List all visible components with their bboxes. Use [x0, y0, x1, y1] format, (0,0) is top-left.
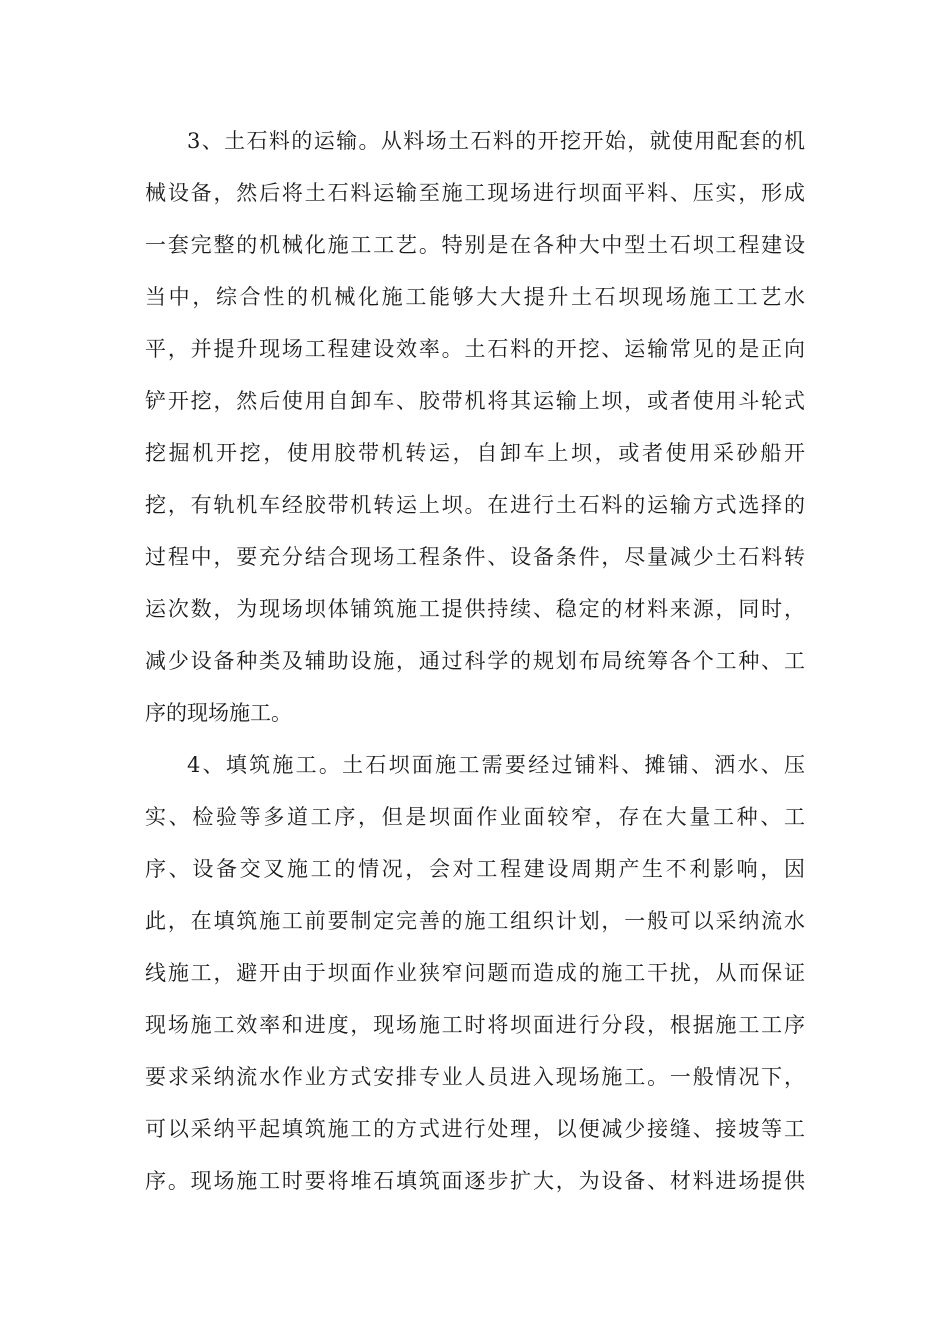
- text-line: 挖掘机开挖，使用胶带机转运，自卸车上坝，或者使用采砂船开: [145, 441, 805, 465]
- text-line: 此，在填筑施工前要制定完善的施工组织计划，一般可以采纳流水: [145, 909, 805, 933]
- text-line: 一套完整的机械化施工工艺。特别是在各种大中型土石坝工程建设: [145, 233, 805, 257]
- text-line: 挖，有轨机车经胶带机转运上坝。在进行土石料的运输方式选择的: [145, 493, 805, 517]
- text-line: 平，并提升现场工程建设效率。土石料的开挖、运输常见的是正向: [145, 337, 805, 361]
- text-line: 线施工，避开由于坝面作业狭窄问题而造成的施工干扰，从而保证: [145, 961, 805, 985]
- text-line: 械设备，然后将土石料运输至施工现场进行坝面平料、压实，形成: [145, 181, 805, 205]
- body-text: [145, 115, 805, 1207]
- text-line: 过程中，要充分结合现场工程条件、设备条件，尽量减少土石料转: [145, 545, 805, 569]
- text-line: 当中，综合性的机械化施工能够大大提升土石坝现场施工工艺水: [145, 285, 805, 309]
- text-line: 可以采纳平起填筑施工的方式进行处理，以便减少接缝、接坡等工: [145, 1117, 805, 1141]
- text-line: 3、土石料的运输。从料场土石料的开挖开始，就使用配套的机: [187, 129, 805, 153]
- text-line: 运次数，为现场坝体铺筑施工提供持续、稳定的材料来源，同时，: [145, 597, 805, 621]
- text-line: 序的现场施工。: [145, 701, 292, 725]
- paragraph-filling: [145, 739, 805, 1207]
- text-line: 铲开挖，然后使用自卸车、胶带机将其运输上坝，或者使用斗轮式: [145, 389, 805, 413]
- text-line: 序。现场施工时要将堆石填筑面逐步扩大，为设备、材料进场提供: [145, 1169, 805, 1193]
- text-line: 现场施工效率和进度，现场施工时将坝面进行分段，根据施工工序: [145, 1013, 805, 1037]
- text-line: 4、填筑施工。土石坝面施工需要经过铺料、摊铺、洒水、压: [187, 753, 805, 777]
- text-line: 要求采纳流水作业方式安排专业人员进入现场施工。一般情况下，: [145, 1065, 805, 1089]
- text-line: 减少设备种类及辅助设施，通过科学的规划布局统筹各个工种、工: [145, 649, 805, 673]
- text-line: 序、设备交叉施工的情况，会对工程建设周期产生不利影响，因: [145, 857, 805, 881]
- text-line: 实、检验等多道工序，但是坝面作业面较窄，存在大量工种、工: [145, 805, 805, 829]
- paragraph-transport: [145, 115, 805, 739]
